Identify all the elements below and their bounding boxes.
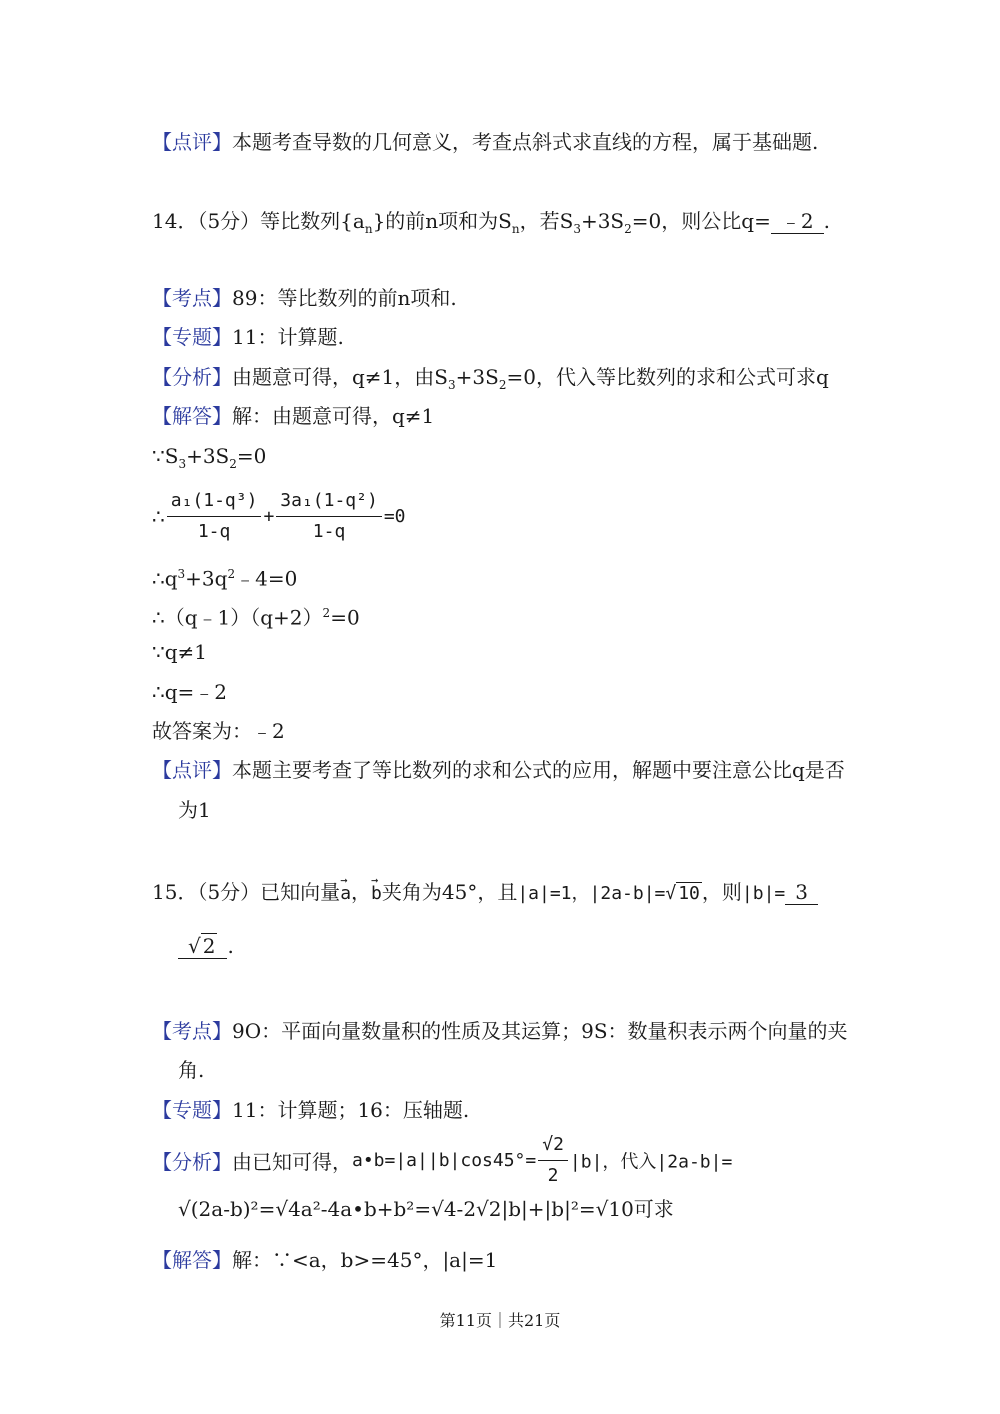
- fenxi-text: 由题意可得，q≠1，由S: [232, 365, 448, 389]
- kaodian-15: [152, 1017, 848, 1045]
- tag-kaodian: 【考点】: [152, 286, 232, 310]
- tag-review: 【点评】: [152, 130, 232, 154]
- zhuanti-14: [152, 323, 344, 351]
- step-sup: 3: [177, 567, 186, 581]
- dianping-14-cont: 为1: [178, 798, 211, 822]
- dianping-14: [152, 756, 845, 784]
- q14-text: =0，则公比q=: [631, 209, 771, 233]
- fenxi-text: +3S: [455, 365, 499, 389]
- fraction-2: [276, 488, 382, 545]
- step-text: ∵S: [152, 444, 179, 468]
- sqrt-2: 2: [202, 934, 216, 958]
- q14-text: .: [823, 209, 830, 233]
- answer-blank-15-sqrt: √ 2: [178, 934, 227, 959]
- step-text: =0: [330, 605, 360, 630]
- fraction-denominator: 1-q: [312, 521, 346, 542]
- tag-zhuanti: 【专题】: [152, 1098, 232, 1122]
- tag-jieda: 【解答】: [152, 404, 232, 428]
- tag-review: 【点评】: [152, 758, 232, 782]
- step-sub: 2: [229, 457, 237, 471]
- answer-blank-15: 3: [785, 880, 818, 905]
- zhuanti-15: [152, 1096, 469, 1124]
- q15-text: ，: [351, 880, 372, 904]
- kaodian-14: [152, 284, 457, 312]
- fenxi-sub: 3: [448, 378, 456, 392]
- step-6: ∴q=﹣2: [152, 680, 228, 704]
- q15-text: 15．（5分）已知向量: [152, 880, 341, 904]
- fraction-numerator: √2: [538, 1132, 568, 1161]
- review-text: 本题主要考查了等比数列的求和公式的应用，解题中要注意公比q是否: [232, 758, 845, 782]
- review-text: 本题考查导数的几何意义，考查点斜式求直线的方程，属于基础题.: [232, 130, 819, 154]
- page-footer: 第11页｜共21页: [439, 1311, 561, 1330]
- plus-sign: +: [263, 506, 275, 527]
- step-3: [152, 560, 297, 593]
- fenxi-14: [152, 363, 829, 399]
- zhuanti-text: 11：计算题；16：压轴题.: [232, 1098, 470, 1122]
- fenxi-15: [152, 1132, 732, 1189]
- jieda-14: [152, 402, 434, 430]
- q14-text: 14．（5分）等比数列{a: [152, 209, 365, 233]
- fenxi-text: =0，代入等比数列的求和公式可求q: [506, 365, 829, 389]
- q14-sub: n: [511, 222, 520, 236]
- fraction-denominator: 2: [547, 1165, 559, 1186]
- therefore-symbol: ∴: [152, 504, 165, 529]
- kaodian-text: 89：等比数列的前n项和.: [232, 286, 457, 310]
- jieda-15: [152, 1246, 497, 1274]
- step-sup: 2: [227, 567, 236, 581]
- q15-text: .: [227, 934, 234, 958]
- question-15-cont: [178, 932, 234, 960]
- step-sub: 3: [178, 457, 187, 471]
- tag-jieda: 【解答】: [152, 1248, 232, 1272]
- q14-sub: 2: [624, 222, 632, 236]
- q14-text: +3S: [580, 209, 625, 233]
- vector-a: → a: [340, 880, 351, 908]
- abs-a: |a|=1，: [517, 883, 590, 904]
- step-1: [152, 442, 266, 478]
- sqrt-10: 10: [678, 883, 700, 904]
- step-text: ∴（q﹣1）（q+2）: [152, 605, 323, 630]
- abs-b: |b|=: [741, 883, 786, 904]
- kaodian-15-cont: 角.: [178, 1058, 205, 1082]
- step-text: ﹣4=0: [235, 566, 298, 591]
- step-text: ∴q: [152, 566, 178, 591]
- step-2-fraction: [152, 488, 406, 545]
- fraction-1: [167, 488, 262, 545]
- q15-text: ，则: [701, 880, 742, 904]
- step-sup: 2: [322, 606, 331, 620]
- step-5: ∵q≠1: [152, 640, 208, 664]
- zhuanti-text: 11：计算题.: [232, 325, 344, 349]
- review-13: [152, 128, 818, 156]
- fraction-numerator: a₁(1-q³): [167, 488, 262, 517]
- jieda-text: 解：∵<a，b>=45°，|a|=1: [232, 1248, 498, 1272]
- q14-text: }的前n项和为S: [372, 209, 512, 233]
- equals-zero: =0: [383, 506, 406, 527]
- fraction-numerator: 3a₁(1-q²): [276, 488, 382, 517]
- q15-text: 夹角为45°，且: [381, 880, 518, 904]
- answer-blank-14: ﹣2: [771, 209, 824, 234]
- fenxi-sub: 2: [498, 378, 507, 392]
- q14-sub: n: [364, 222, 373, 236]
- q14-sub: 3: [573, 222, 581, 236]
- abs-expr: |2a-b|=: [589, 883, 666, 904]
- fraction-sqrt2-over-2: [538, 1132, 568, 1189]
- step-text: +3q: [185, 566, 228, 591]
- tag-zhuanti: 【专题】: [152, 325, 232, 349]
- jieda-text: 解：由题意可得，q≠1: [232, 404, 435, 428]
- tag-fenxi: 【分析】: [152, 365, 232, 389]
- step-text: =0: [236, 444, 267, 468]
- vector-b: → b: [371, 880, 382, 908]
- question-14: [152, 207, 830, 243]
- fenxi-15-line2: √(2a-b)²=√4a²-4a•b+b²=√4-2√2|b|+|b|²=√10可求: [178, 1197, 674, 1221]
- answer-14: 故答案为：﹣2: [152, 719, 285, 743]
- fenxi-tail: |b|，代入|2a-b|=: [569, 1151, 733, 1173]
- kaodian-text: 9O：平面向量数量积的性质及其运算；9S：数量积表示两个向量的夹: [232, 1019, 848, 1043]
- step-4: [152, 599, 360, 632]
- tag-kaodian: 【考点】: [152, 1019, 232, 1043]
- fenxi-text: 由已知可得，: [232, 1150, 352, 1174]
- step-text: +3S: [186, 444, 230, 468]
- q14-text: ，若S: [519, 209, 574, 233]
- dot-product-expr: a•b=|a||b|cos45°=: [352, 1150, 537, 1171]
- tag-fenxi: 【分析】: [152, 1150, 232, 1174]
- question-15: 15．（5分）已知向量→ a，→ b夹角为45°，且|a|=1，|2a-b|=√ 10 ，则|b|= 3: [152, 878, 818, 908]
- fraction-denominator: 1-q: [197, 521, 231, 542]
